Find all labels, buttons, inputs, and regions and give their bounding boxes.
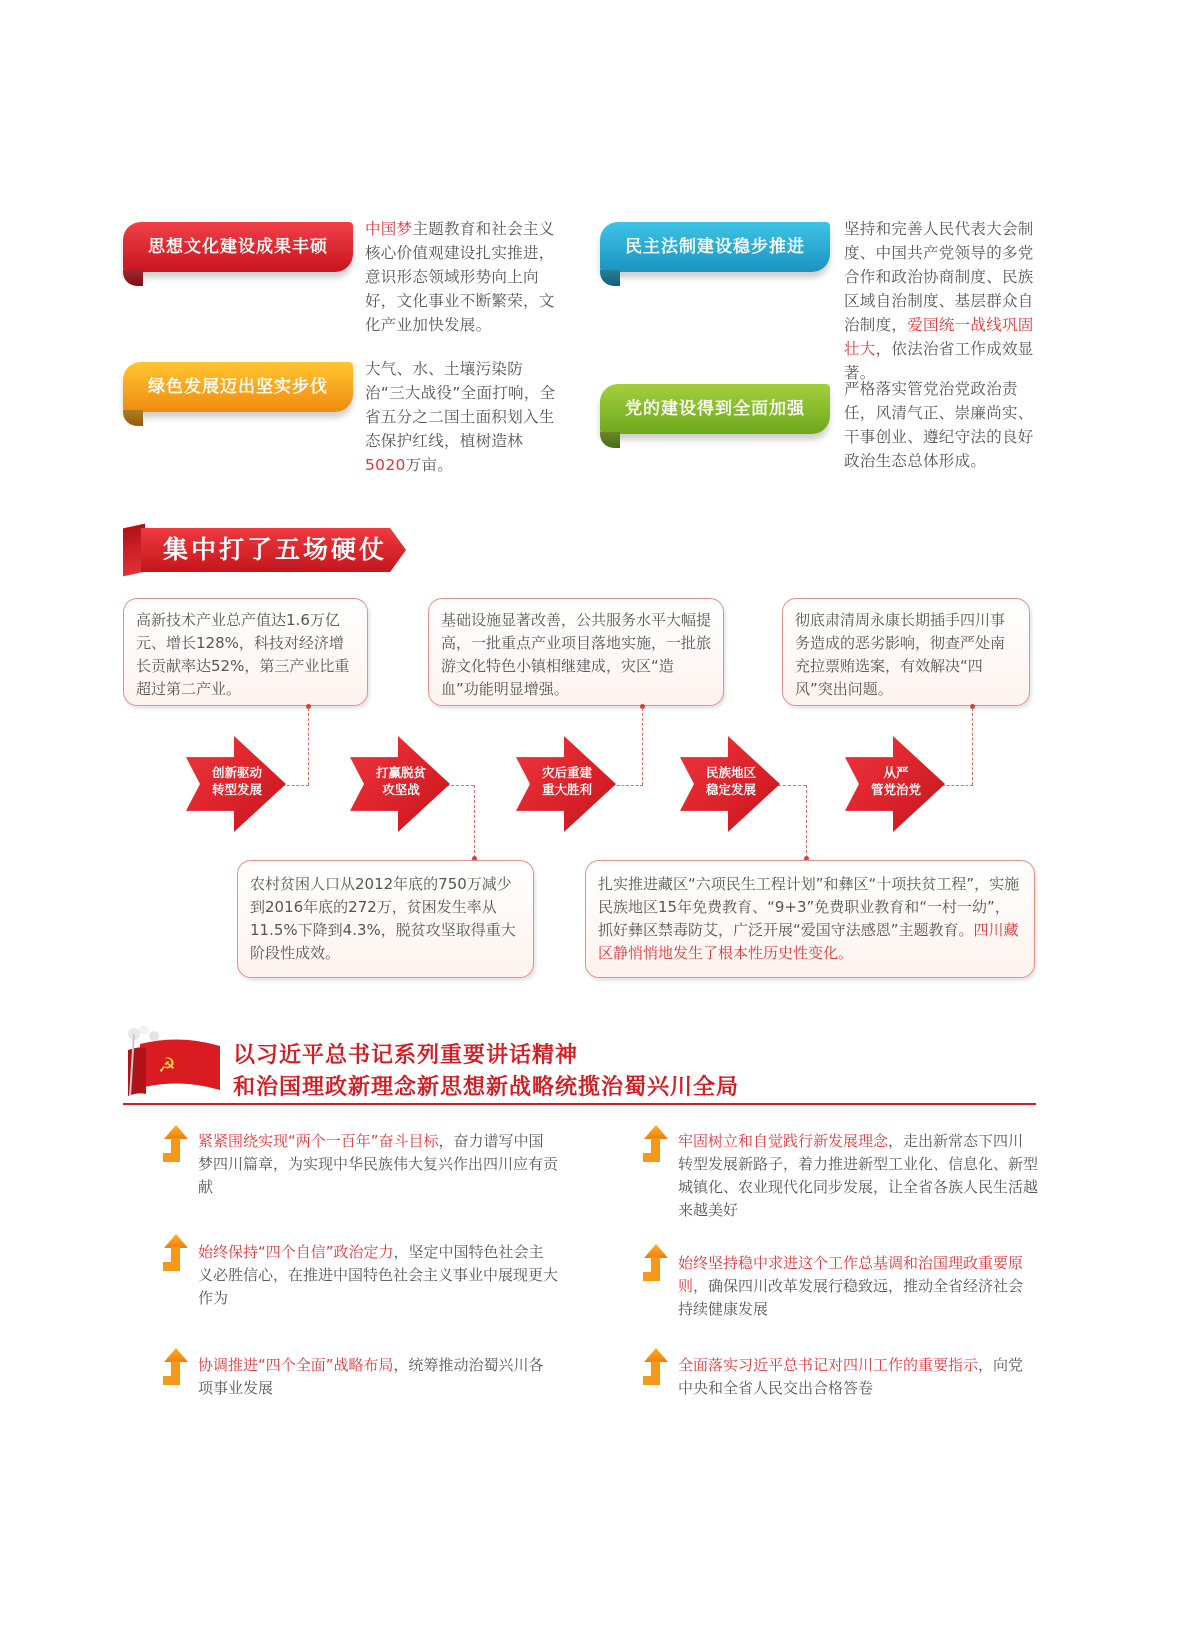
- connector-line: [282, 785, 309, 786]
- body-text: 大气、水、土壤污染防治“三大战役”全面打响，全省五分之二国土面积划入生态保护红线，植树造林: [365, 360, 556, 450]
- paragraph-ideology-culture: [365, 217, 557, 337]
- info-box-poverty: 农村贫困人口从2012年底的750万减少到2016年底的272万，贫困发生率从11.5%下降到4.3%，脱贫攻坚取得重大阶段性成效。: [237, 860, 534, 978]
- ribbon-democracy-law: 民主法制建设稳步推进: [600, 222, 830, 272]
- highlight-text: 全面落实习近平总书记对四川工作的重要指示: [678, 1356, 979, 1374]
- arrow-label-line: 转型发展: [211, 782, 262, 797]
- ribbon-green-development: 绿色发展迈出坚实步伐: [123, 362, 353, 412]
- body-text: ，走出新常态下四川转型发展新路子，着力推进新型工业化、信息化、新型城镇化、农业现代化同步发展，让全省各族人民生活越来越美好: [678, 1132, 1039, 1219]
- arrow-reconstruction: [516, 736, 616, 832]
- guideline-item: [678, 1354, 1038, 1400]
- body-text: ，统筹推动治蜀兴川各项事业发展: [198, 1356, 544, 1397]
- info-box-ethnic-regions: [585, 860, 1035, 978]
- paragraph-party-building: 严格落实管党治党政治责任，风清气正、崇廉尚实、干事创业、遵纪守法的良好政治生态总体形成。: [844, 380, 1034, 470]
- arrow-label: [532, 764, 602, 798]
- party-flag-emblem: [120, 1020, 230, 1100]
- guideline-item: [678, 1252, 1038, 1321]
- info-box-party-discipline: 彻底肃清周永康长期插手四川事务造成的恶劣影响，彻查严处南充拉票贿选案，有效解决“四风”突出问题。: [782, 598, 1030, 706]
- body-text: ，向党中央和全省人民交出合格答卷: [678, 1356, 1024, 1397]
- connector-line: [942, 785, 973, 786]
- arrow-label: [202, 764, 272, 798]
- paragraph-green-development: [365, 357, 557, 477]
- connector-line: [612, 785, 643, 786]
- body-text: ，坚定中国特色社会主义必胜信心，在推进中国特色社会主义事业中展现更大作为: [198, 1243, 559, 1307]
- connector-line: [474, 785, 475, 858]
- arrow-innovation: [186, 736, 286, 832]
- arrow-up-icon: [643, 1348, 669, 1388]
- connector-line: [972, 708, 973, 785]
- highlight-text: 协调推进“四个全面”战略布局: [198, 1356, 394, 1374]
- arrow-label-line: 创新驱动: [211, 765, 262, 780]
- highlight-text: 始终坚持稳中求进这个工作总基调和治国理政重要原则: [678, 1254, 1024, 1295]
- arrow-label-line: 从严: [883, 765, 909, 780]
- body-text: 万亩。: [405, 456, 454, 474]
- arrow-up-icon: [163, 1234, 189, 1274]
- arrow-up-icon: [643, 1244, 669, 1284]
- arrow-up-icon: [643, 1125, 669, 1165]
- arrow-label: [696, 764, 766, 798]
- arrow-label-line: 民族地区: [705, 765, 756, 780]
- ribbon-party-building: 党的建设得到全面加强: [600, 384, 830, 434]
- arrow-label-line: 打赢脱贫: [375, 765, 426, 780]
- arrow-label-line: 灾后重建: [541, 765, 592, 780]
- body-text: ，依法治省工作成效显著。: [844, 340, 1034, 382]
- body-text: 主题教育和社会主义核心价值观建设扎实推进，意识形态领域形势向上向好，文化事业不断繁荣，文化产业加快发展。: [365, 220, 555, 334]
- connector-line: [308, 708, 309, 785]
- guideline-item: [198, 1241, 558, 1310]
- arrow-party-governance: [845, 736, 945, 832]
- highlight-text: 5020: [365, 456, 406, 474]
- svg-text:☭: ☭: [158, 1053, 176, 1077]
- ribbon-ideology-culture: 思想文化建设成果丰硕: [123, 222, 353, 272]
- highlight-text: 紧紧围绕实现“两个一百年”奋斗目标: [198, 1132, 439, 1150]
- highlight-text: 爱国统一战线巩固壮大: [844, 316, 1034, 358]
- arrow-label-line: 稳定发展: [705, 782, 756, 797]
- guideline-item: [198, 1354, 558, 1400]
- arrow-label-line: 重大胜利: [541, 782, 592, 797]
- section-banner-five-battles: [123, 526, 423, 574]
- highlight-text: 始终保持“四个自信”政治定力: [198, 1243, 394, 1261]
- body-text: 坚持和完善人民代表大会制度、中国共产党领导的多党合作和政治协商制度、民族区域自治制度、基层群众自治制度，: [844, 220, 1034, 334]
- section-title: 集中打了五场硬仗: [163, 535, 388, 564]
- body-text: ，确保四川改革发展行稳致远，推动全省经济社会持续健康发展: [678, 1277, 1024, 1318]
- arrow-ethnic-regions: [680, 736, 780, 832]
- guideline-item: [198, 1130, 558, 1199]
- guide-title-line2: 和治国理政新理念新思想新战略统揽治蜀兴川全局: [233, 1075, 740, 1100]
- connector-line: [778, 785, 806, 786]
- highlight-text: 四川藏区静悄悄地发生了根本性历史性变化。: [598, 921, 1019, 962]
- arrow-label: [861, 764, 931, 798]
- highlight-text: 中国梦: [365, 220, 413, 238]
- guide-title-line1: 以习近平总书记系列重要讲话精神: [233, 1043, 579, 1068]
- highlight-text: 牢固树立和自觉践行新发展理念: [678, 1132, 889, 1150]
- arrow-up-icon: [163, 1125, 189, 1165]
- guideline-item: [678, 1130, 1038, 1222]
- title-underline: [123, 1103, 1036, 1105]
- body-text: ，奋力谱写中国梦四川篇章，为实现中华民族伟大复兴作出四川应有贡献: [198, 1132, 559, 1196]
- arrow-poverty: [350, 736, 450, 832]
- connector-line: [806, 785, 807, 858]
- arrow-label: [366, 764, 436, 798]
- arrow-label-line: 管党治党: [870, 782, 921, 797]
- arrow-label-line: 攻坚战: [382, 782, 420, 797]
- paragraph-democracy-law: [844, 217, 1036, 385]
- arrow-up-icon: [163, 1348, 189, 1388]
- connector-line: [642, 708, 643, 785]
- body-text: 扎实推进藏区“六项民生工程计划”和彝区“十项扶贫工程”，实施民族地区15年免费教育、“9+3”免费职业教育和“一村一幼”，抓好彝区禁毒防艾，广泛开展“爱国守法感恩”主题教育。: [598, 875, 1020, 939]
- info-box-innovation: 高新技术产业总产值达1.6万亿元、增长128%，科技对经济增长贡献率达52%，第三产业比重超过第二产业。: [123, 598, 368, 706]
- info-box-reconstruction: 基础设施显著改善，公共服务水平大幅提高，一批重点产业项目落地实施，一批旅游文化特色小镇相继建成，灾区“造血”功能明显增强。: [428, 598, 724, 706]
- connector-line: [446, 785, 474, 786]
